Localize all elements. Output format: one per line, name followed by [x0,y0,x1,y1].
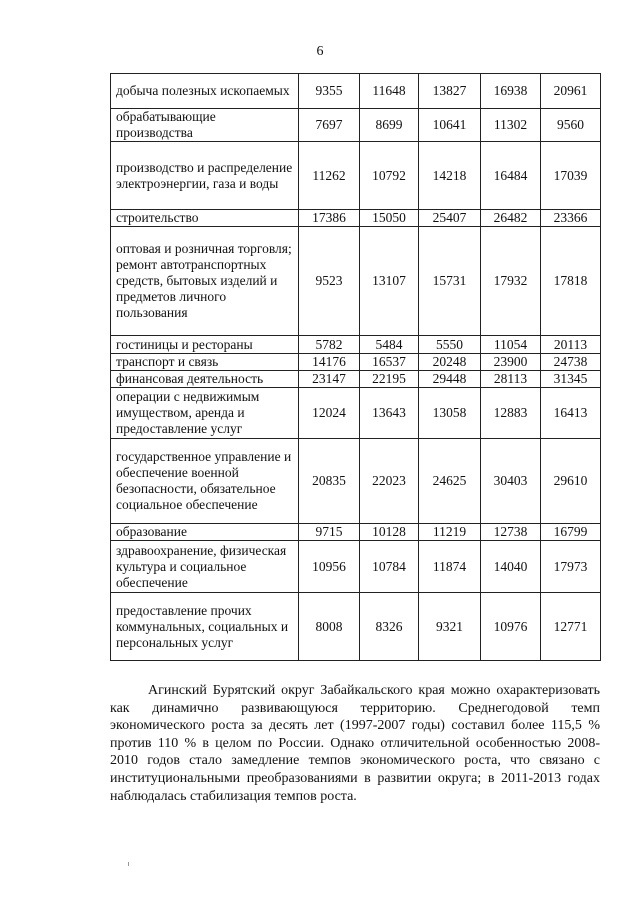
row-label: обрабатывающие производства [111,109,299,142]
row-value: 30403 [481,439,541,524]
row-value: 13827 [419,74,481,109]
row-value: 17818 [541,227,601,336]
row-value: 31345 [541,371,601,388]
row-value: 12024 [299,388,360,439]
row-value: 26482 [481,210,541,227]
body-paragraph: Агинский Бурятский округ Забайкальского края можно охарактеризовать как динамично развивающуюся территорию. Среднегодовой темп экономического роста за десять лет (1997-2007 годы) составил более 115,5 % против 110 % в целом по России. Однако отличительной особенностью 2008-2010 годов стало замедление темпов экономического роста, что связано с институциональными преобразованиями в развитии округа; в 2011-2013 годах наблюдалась стабилизация темпов роста. [110,683,600,804]
table-row [111,371,601,388]
row-value: 10641 [419,109,481,142]
row-label: финансовая деятельность [111,371,299,388]
row-value: 29610 [541,439,601,524]
table-row [111,439,601,524]
row-value: 10784 [360,541,419,593]
row-value: 14218 [419,142,481,210]
row-value: 20835 [299,439,360,524]
row-value: 12738 [481,524,541,541]
row-value: 17039 [541,142,601,210]
row-value: 5550 [419,336,481,354]
table-row [111,336,601,354]
page-number: 6 [316,44,324,59]
row-value: 8326 [360,593,419,661]
row-value: 23366 [541,210,601,227]
row-value: 22023 [360,439,419,524]
table-row [111,210,601,227]
row-value: 22195 [360,371,419,388]
row-label: добыча полезных ископаемых [111,74,299,109]
row-value: 16938 [481,74,541,109]
table-row [111,74,601,109]
row-label: операции с недвижимым имуществом, аренда и предоставление услуг [111,388,299,439]
row-value: 20961 [541,74,601,109]
row-label: транспорт и связь [111,354,299,371]
row-value: 23147 [299,371,360,388]
row-label: оптовая и розничная торговля; ремонт автотранспортных средств, бытовых изделий и предметов личного пользования [111,227,299,336]
row-value: 11648 [360,74,419,109]
row-value: 10976 [481,593,541,661]
row-value: 11054 [481,336,541,354]
row-value: 12771 [541,593,601,661]
page-mark [128,862,133,866]
row-value: 9715 [299,524,360,541]
row-value: 23900 [481,354,541,371]
table-row [111,109,601,142]
row-label: производство и распределение электроэнергии, газа и воды [111,142,299,210]
row-value: 5484 [360,336,419,354]
table-body [111,74,601,661]
row-value: 5782 [299,336,360,354]
row-value: 24625 [419,439,481,524]
row-value: 16413 [541,388,601,439]
table-row [111,388,601,439]
table-row [111,593,601,661]
row-value: 15731 [419,227,481,336]
row-value: 17386 [299,210,360,227]
row-value: 11302 [481,109,541,142]
row-value: 11874 [419,541,481,593]
row-value: 28113 [481,371,541,388]
row-value: 13643 [360,388,419,439]
row-value: 20113 [541,336,601,354]
row-label: гостиницы и рестораны [111,336,299,354]
row-value: 8699 [360,109,419,142]
row-value: 29448 [419,371,481,388]
row-value: 16537 [360,354,419,371]
row-value: 10792 [360,142,419,210]
row-label: предоставление прочих коммунальных, социальных и персональных услуг [111,593,299,661]
row-value: 20248 [419,354,481,371]
row-value: 9321 [419,593,481,661]
row-value: 11219 [419,524,481,541]
table-row [111,354,601,371]
row-value: 8008 [299,593,360,661]
row-label: здравоохранение, физическая культура и социальное обеспечение [111,541,299,593]
row-value: 10956 [299,541,360,593]
row-label: образование [111,524,299,541]
row-value: 10128 [360,524,419,541]
row-value: 15050 [360,210,419,227]
row-value: 25407 [419,210,481,227]
table-row [111,227,601,336]
table-row [111,541,601,593]
row-value: 13107 [360,227,419,336]
row-value: 7697 [299,109,360,142]
row-value: 14040 [481,541,541,593]
row-value: 11262 [299,142,360,210]
row-value: 9355 [299,74,360,109]
row-value: 9523 [299,227,360,336]
row-value: 9560 [541,109,601,142]
row-value: 24738 [541,354,601,371]
row-label: государственное управление и обеспечение военной безопасности, обязательное социальное обеспечение [111,439,299,524]
data-table [110,73,601,661]
row-value: 16799 [541,524,601,541]
table-row [111,524,601,541]
row-value: 16484 [481,142,541,210]
row-value: 14176 [299,354,360,371]
row-value: 13058 [419,388,481,439]
row-label: строительство [111,210,299,227]
row-value: 17932 [481,227,541,336]
row-value: 17973 [541,541,601,593]
table-row [111,142,601,210]
row-value: 12883 [481,388,541,439]
